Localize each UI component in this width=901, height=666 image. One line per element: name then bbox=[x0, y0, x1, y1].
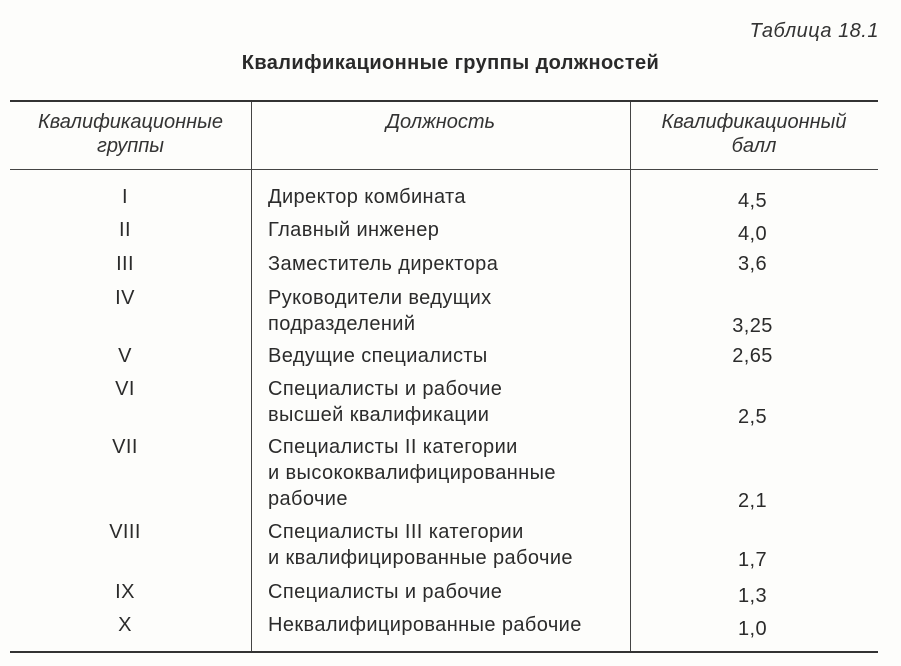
group-cell: I bbox=[122, 186, 128, 208]
table-row bbox=[10, 251, 878, 281]
header-score: Квалификационный балл bbox=[661, 111, 847, 157]
header-group: Квалификационные группы bbox=[37, 111, 224, 157]
group-cell: II bbox=[119, 219, 131, 241]
score-cell: 4,0 bbox=[737, 223, 767, 245]
position-cell: Специалисты и рабочие bbox=[268, 581, 503, 603]
table-row bbox=[10, 434, 878, 516]
score-cell: 3,6 bbox=[737, 253, 767, 275]
position-cell: Директор комбината bbox=[268, 186, 466, 208]
position-cell: Ведущие специалисты bbox=[268, 345, 488, 367]
group-cell: X bbox=[118, 614, 132, 636]
table-row bbox=[10, 343, 878, 373]
group-cell: IV bbox=[115, 287, 135, 309]
position-cell: Руководители ведущих подразделений bbox=[268, 287, 492, 335]
group-cell: V bbox=[118, 345, 132, 367]
header-position: Должность bbox=[385, 111, 496, 133]
table-number: Таблица 18.1 bbox=[749, 20, 879, 42]
score-cell: 3,25 bbox=[732, 315, 773, 337]
position-cell: Специалисты II категории и высококвалифицированные рабочие bbox=[268, 436, 556, 510]
position-cell: Неквалифицированные рабочие bbox=[268, 614, 582, 636]
group-cell: VIII bbox=[109, 521, 141, 543]
score-cell: 4,5 bbox=[737, 190, 767, 212]
table-row bbox=[10, 184, 878, 214]
score-cell: 2,65 bbox=[732, 345, 773, 367]
table-row bbox=[10, 519, 878, 575]
score-cell: 2,1 bbox=[737, 490, 767, 512]
group-cell: VII bbox=[112, 436, 138, 458]
table-row bbox=[10, 217, 878, 247]
header-divider bbox=[10, 169, 878, 170]
position-cell: Специалисты III категории и квалифицированные рабочие bbox=[268, 521, 573, 569]
qualification-table bbox=[10, 100, 878, 653]
score-cell: 1,3 bbox=[737, 585, 767, 607]
group-cell: IX bbox=[115, 581, 135, 603]
position-cell: Заместитель директора bbox=[268, 253, 499, 275]
table-title: Квалификационные группы должностей bbox=[241, 52, 660, 74]
table-row bbox=[10, 376, 878, 432]
table-row bbox=[10, 579, 878, 609]
score-cell: 1,0 bbox=[737, 618, 767, 640]
table-row bbox=[10, 612, 878, 642]
score-cell: 2,5 bbox=[737, 406, 767, 428]
group-cell: VI bbox=[115, 378, 135, 400]
table-row bbox=[10, 285, 878, 341]
position-cell: Специалисты и рабочие высшей квалификации bbox=[268, 378, 503, 426]
score-cell: 1,7 bbox=[737, 549, 767, 571]
group-cell: III bbox=[116, 253, 134, 275]
position-cell: Главный инженер bbox=[268, 219, 440, 241]
